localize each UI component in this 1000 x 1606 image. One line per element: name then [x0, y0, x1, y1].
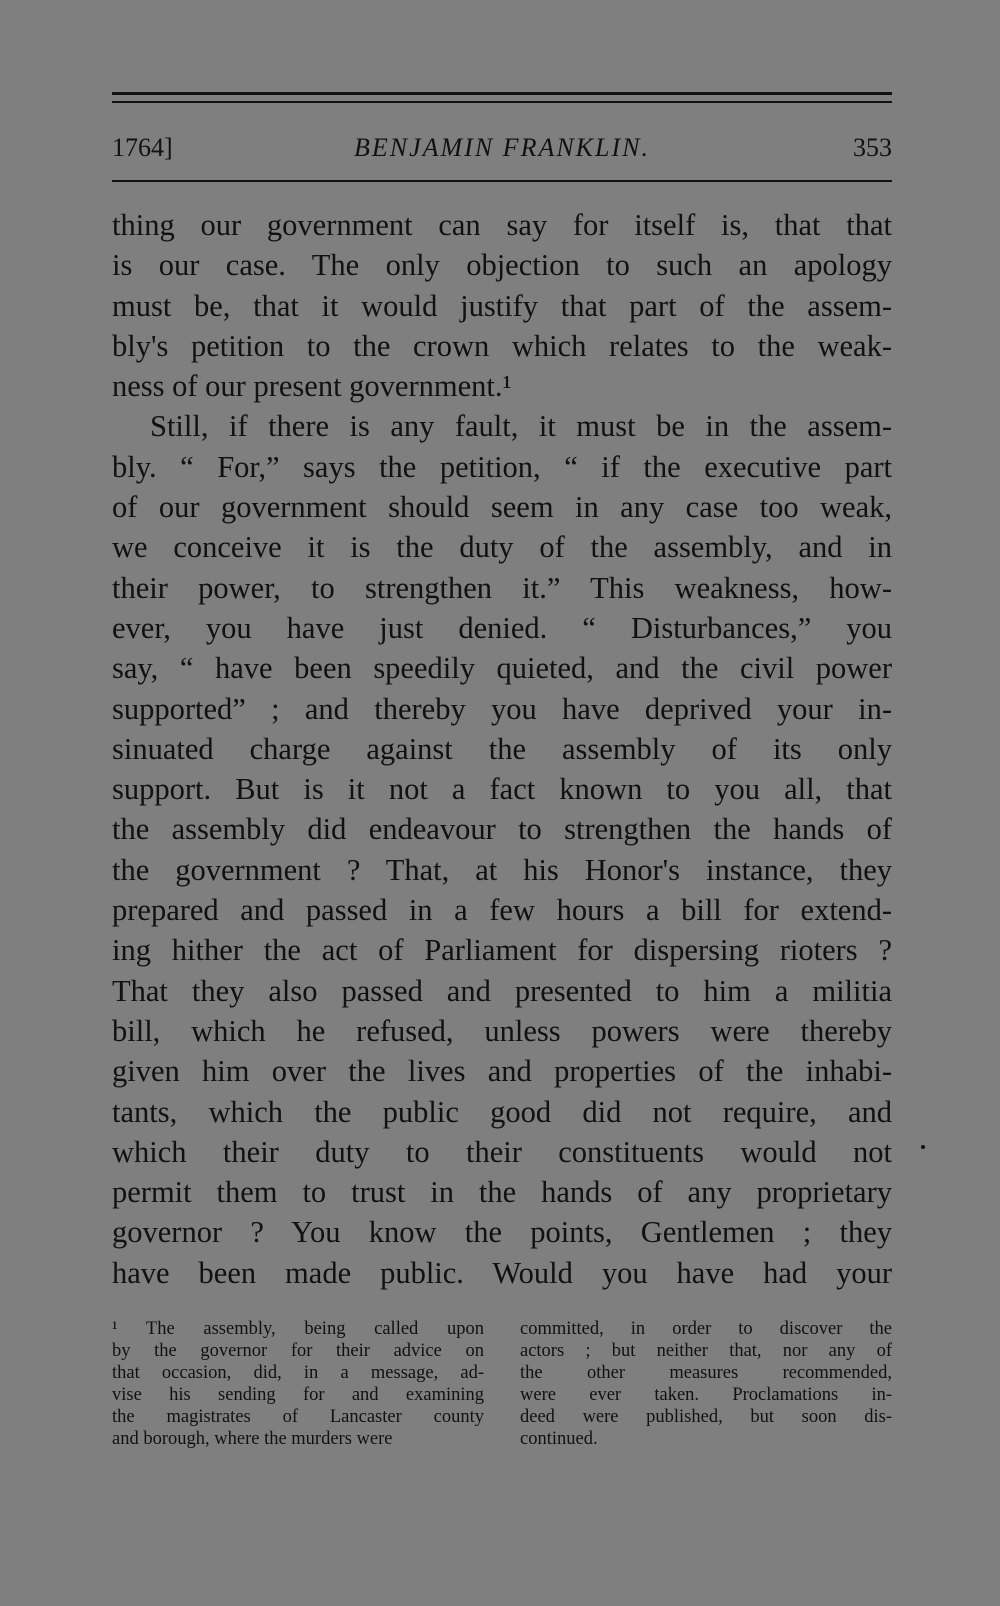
page-number: 353	[853, 133, 892, 162]
header-rule	[112, 180, 892, 182]
footnote-line: continued.	[520, 1429, 598, 1449]
footnote-line: vise his sending for and examining	[112, 1385, 484, 1405]
body-line: permit them to trust in the hands of any proprietary	[112, 1175, 892, 1210]
body-line: bill, which he refused, unless powers were thereby	[112, 1013, 892, 1048]
paragraph-2	[112, 406, 892, 1293]
footnote-line: the magistrates of Lancaster county	[112, 1407, 484, 1427]
body-line: prepared and passed in a few hours a bill for extend-	[112, 893, 892, 928]
top-rule-upper	[112, 92, 892, 95]
body-line: of our government should seem in any case too weak,	[112, 490, 892, 525]
body-line: tants, which the public good did not require, and	[112, 1094, 892, 1129]
page-header	[112, 128, 892, 168]
body-line: That they also passed and presented to him a militia	[112, 973, 892, 1008]
body-line: ing hither the act of Parliament for dispersing rioters ?	[112, 933, 892, 968]
body-line: the government ? That, at his Honor's instance, they	[112, 852, 892, 887]
footnotes	[112, 1318, 892, 1450]
footnote-line: by the governor for their advice on	[112, 1341, 484, 1361]
footnote-line: and borough, where the murders were	[112, 1429, 393, 1449]
footnote-line: committed, in order to discover the	[520, 1319, 892, 1339]
body-line: governor ? You know the points, Gentlemen ; they	[112, 1215, 892, 1250]
body-line: given him over the lives and properties of the inhabi-	[112, 1054, 892, 1089]
body-line: their power, to strengthen it.” This weakness, how-	[112, 570, 892, 605]
body-line: we conceive it is the duty of the assembly, and in	[112, 530, 892, 565]
body-line: Still, if there is any fault, it must be in the assem-	[150, 409, 892, 444]
footnote-line: deed were published, but soon dis-	[520, 1407, 892, 1427]
body-line: have been made public. Would you have had your	[112, 1255, 892, 1290]
top-rule-lower	[112, 101, 892, 103]
footnote-line: that occasion, did, in a message, ad-	[112, 1363, 484, 1383]
body-line: must be, that it would justify that part of the assem-	[112, 288, 892, 323]
body-line: is our case. The only objection to such an apology	[112, 248, 892, 283]
body-line: support. But is it not a fact known to you all, that	[112, 772, 892, 807]
footnote-line: ¹ The assembly, being called upon	[112, 1319, 484, 1339]
body-line: sinuated charge against the assembly of its only	[112, 731, 892, 766]
margin-speck	[921, 1145, 925, 1149]
body-text	[112, 205, 892, 1293]
body-line: ness of our present government.¹	[112, 369, 512, 404]
body-line: supported” ; and thereby you have deprived your in-	[112, 691, 892, 726]
footnote-column-left	[112, 1318, 484, 1450]
paragraph-1	[112, 205, 892, 406]
footnote-line: actors ; but neither that, nor any of	[520, 1341, 892, 1361]
footnote-line: were ever taken. Proclamations in-	[520, 1385, 892, 1405]
body-line: ever, you have just denied. “ Disturbances,” you	[112, 610, 892, 645]
running-title: BENJAMIN FRANKLIN.	[354, 133, 650, 162]
body-line: the assembly did endeavour to strengthen the hands of	[112, 812, 892, 847]
header-year: 1764]	[112, 133, 173, 162]
footnote-line: the other measures recommended,	[520, 1363, 892, 1383]
body-line: which their duty to their constituents would not	[112, 1134, 892, 1169]
footnote-column-right	[520, 1318, 892, 1450]
body-line: bly. “ For,” says the petition, “ if the executive part	[112, 449, 892, 484]
body-line: say, “ have been speedily quieted, and the civil power	[112, 651, 892, 686]
body-line: bly's petition to the crown which relates to the weak-	[112, 328, 892, 363]
body-line: thing our government can say for itself is, that that	[112, 208, 892, 242]
